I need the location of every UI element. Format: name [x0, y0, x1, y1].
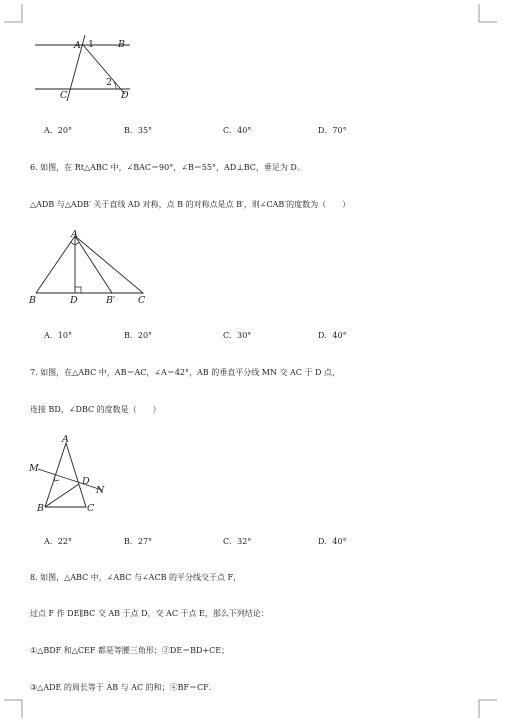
q6-option-c: C．30° — [223, 331, 252, 340]
q5-option-d: D．70° — [318, 126, 347, 135]
q7-option-c: C．32° — [223, 537, 252, 546]
q6-option-d: D．40° — [318, 331, 347, 340]
q8-question-line4: ③△ADE 的周长等于 AB 与 AC 的和；④BF＝CF． — [30, 683, 217, 692]
q5-option-b: B．35° — [124, 126, 153, 135]
q5-label-1: 1 — [88, 39, 95, 50]
q7-label-N: N — [96, 485, 105, 496]
q5-option-a: A．20° — [44, 126, 72, 135]
q5-label-B: B — [118, 39, 125, 50]
q7-option-d: D．40° — [318, 537, 347, 546]
q7-question-line1: 7. 如图，在△ABC 中，AB＝AC，∠A＝42°，AB 的垂直平分线 MN 交 AC 于 D 点， — [30, 368, 340, 377]
q6-option-a: A．10° — [44, 331, 72, 340]
q6-label-C: C — [138, 295, 146, 306]
q5-label-D: D — [121, 90, 129, 101]
q7-label-D: D — [82, 476, 90, 487]
q6-triangle-ABC — [36, 236, 143, 293]
q7-label-B: B — [37, 503, 44, 513]
q7-option-b: B．27° — [124, 537, 153, 546]
q8-question-line3: ①△BDF 和△CEF 都是等腰三角形；②DE＝BD+CE； — [30, 646, 230, 655]
q6-question-line2: △ADB 与△ADB′ 关于直线 AD 对称，点 B 的对称点是点 B′，则∠CAB′的度数为（ ） — [30, 200, 351, 209]
q7-line-MN — [38, 469, 102, 490]
q7-question-line2: 连接 BD，∠DBC 的度数是（ ） — [30, 405, 161, 414]
q5-label-C: C — [60, 90, 68, 101]
q6-segment-ABp — [75, 236, 112, 293]
q5-option-c: C．40° — [223, 126, 252, 135]
q6-label-Bp: B′ — [106, 295, 116, 306]
q6-label-D: D — [70, 295, 78, 306]
q5-label-2: 2 — [106, 77, 113, 88]
q7-label-A: A — [62, 434, 69, 445]
q8-question-line2: 过点 F 作 DE∥BC 交 AB 于点 D，交 AC 于点 E，那么下列结论： — [30, 609, 269, 618]
q7-segment-BD — [45, 484, 79, 507]
q6-question-line1: 6. 如图，在 Rt△ABC 中，∠BAC＝90°，∠B＝55°，AD⊥BC，垂足为 D。 — [30, 163, 305, 172]
q5-line-AD — [83, 45, 125, 94]
q7-triangle-ABC — [45, 443, 86, 507]
q7-label-C: C — [87, 503, 95, 513]
q6-option-b: B．20° — [124, 331, 153, 340]
q6-label-A: A — [71, 229, 78, 240]
q7-label-M: M — [29, 463, 39, 474]
q6-figure — [26, 228, 156, 308]
q5-figure — [30, 34, 140, 104]
q7-option-a: A．22° — [44, 537, 72, 546]
q6-right-angle-mark — [75, 287, 81, 293]
q6-label-B: B — [29, 295, 36, 306]
q5-label-A: A — [74, 40, 81, 51]
q7-figure — [28, 433, 113, 513]
q8-question-line1: 8. 如图，△ABC 中，∠ABC 与∠ACB 的平分线交于点 F， — [30, 573, 242, 582]
